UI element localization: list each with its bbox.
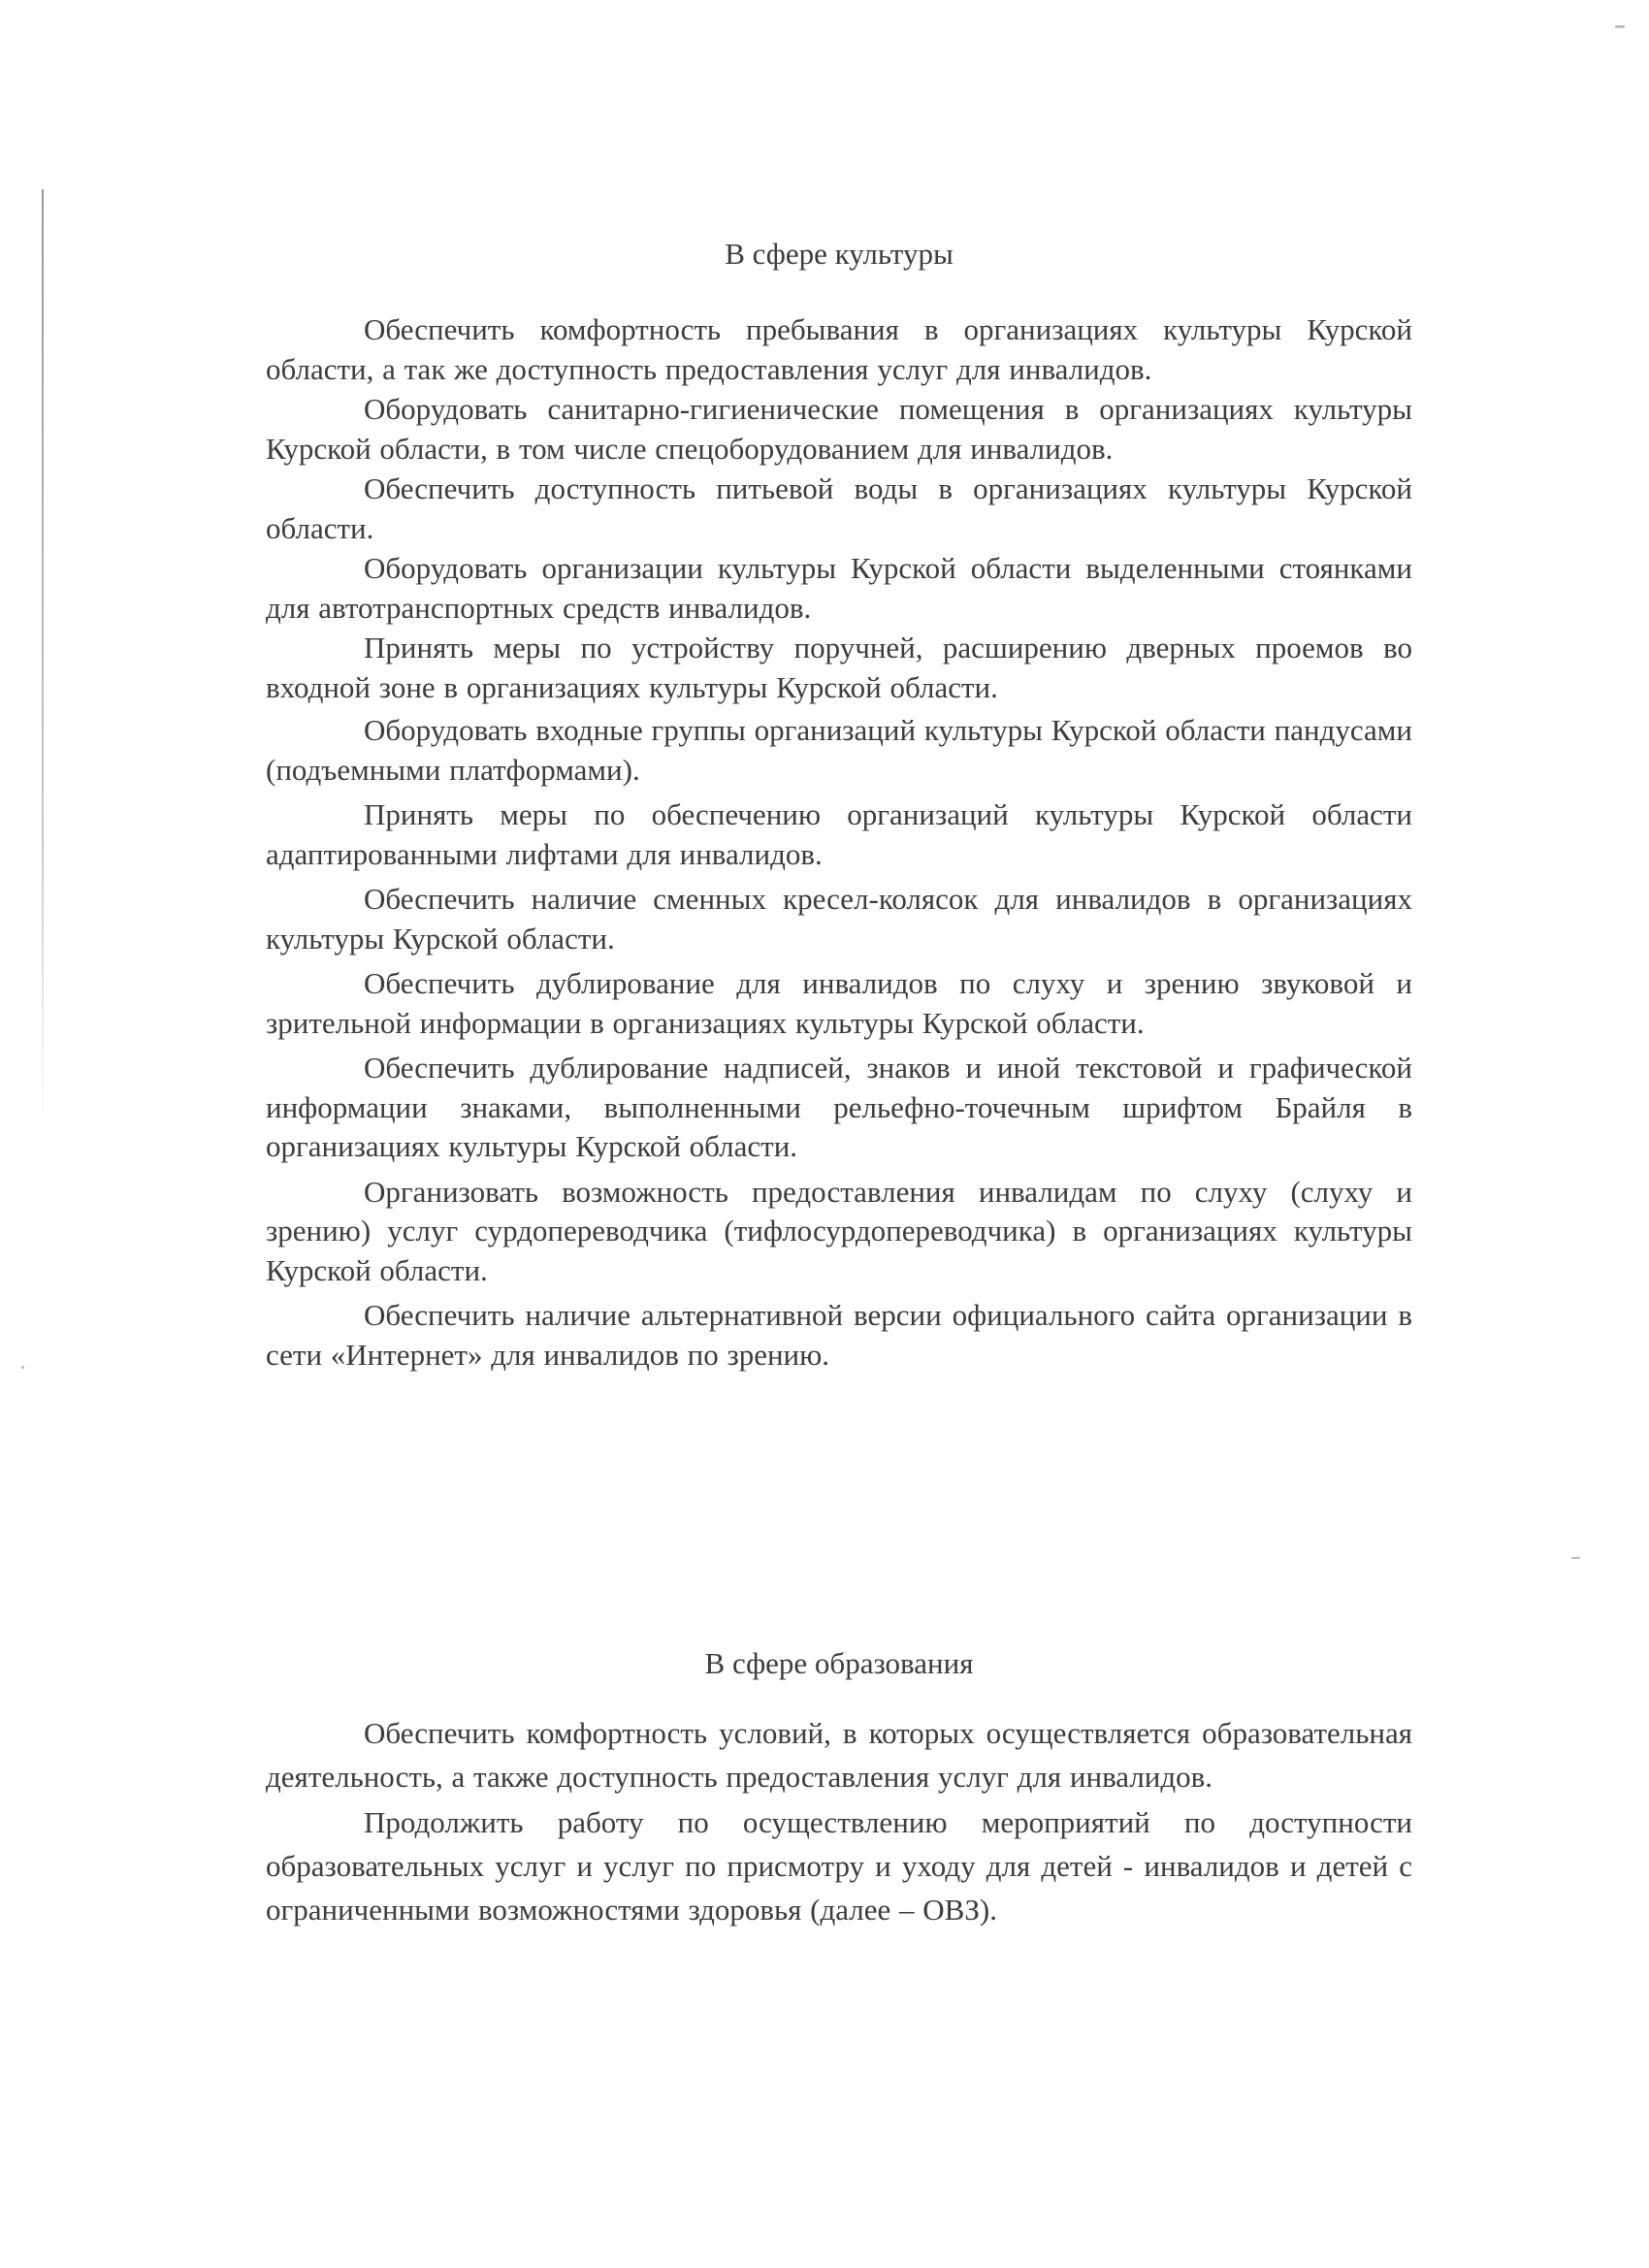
- section-body-culture: [266, 310, 1412, 1375]
- paragraph: Обеспечить наличие сменных кресел-колясок для инвалидов в организациях культуры Курской области.: [266, 882, 1412, 956]
- paragraph: Обеспечить дублирование надписей, знаков и иной текстовой и графической информации знаками, выполненными рельефно-точечным шрифтом Брайля в организациях культуры Курской области.: [266, 1051, 1412, 1163]
- section-body-education: [266, 1711, 1412, 1931]
- paragraph: Организовать возможность предоставления инвалидам по слуху (слуху и зрению) услуг сурдопереводчика (тифлосурдопереводчика) в организациях культуры Курской области.: [266, 1174, 1412, 1287]
- scan-speck: [1615, 25, 1625, 28]
- section-heading-education: В сфере образования: [704, 1646, 974, 1680]
- paragraph: Обеспечить комфортность пребывания в организациях культуры Курской области, а так же доступность предоставления услуг для инвалидов.: [266, 312, 1412, 386]
- paragraph: Принять меры по обеспечению организаций культуры Курской области адаптированными лифтами для инвалидов.: [266, 797, 1412, 871]
- paragraph: Обеспечить доступность питьевой воды в организациях культуры Курской области.: [266, 471, 1412, 545]
- paragraph: Обеспечить дублирование для инвалидов по слуху и зрению звуковой и зрительной информации в организациях культуры Курской области.: [266, 966, 1412, 1040]
- paragraph: Оборудовать санитарно-гигиенические помещения в организациях культуры Курской области, в том числе спецоборудованием для инвалидов.: [266, 392, 1412, 466]
- paragraph: Продолжить работу по осуществлению мероприятий по доступности образовательных услуг и услуг по присмотру и уходу для детей - инвалидов и детей с ограниченными возможностями здоровья (далее – ОВЗ).: [266, 1805, 1412, 1927]
- paragraph: Оборудовать организации культуры Курской области выделенными стоянками для автотранспортных средств инвалидов.: [266, 551, 1412, 625]
- paragraph: Обеспечить комфортность условий, в которых осуществляется образовательная деятельность, а также доступность предоставления услуг для инвалидов.: [266, 1716, 1412, 1794]
- scan-speck: [21, 1366, 24, 1369]
- paragraph: Обеспечить наличие альтернативной версии официального сайта организации в сети «Интернет» для инвалидов по зрению.: [266, 1298, 1412, 1372]
- paragraph: Принять меры по устройству поручней, расширению дверных проемов во входной зоне в организациях культуры Курской области.: [266, 631, 1412, 704]
- section-heading-culture: В сфере культуры: [725, 237, 954, 271]
- paragraph: Оборудовать входные группы организаций культуры Курской области пандусами (подъемными платформами).: [266, 713, 1412, 787]
- scan-speck: [1571, 1557, 1580, 1559]
- scan-edge-line: [42, 189, 44, 1120]
